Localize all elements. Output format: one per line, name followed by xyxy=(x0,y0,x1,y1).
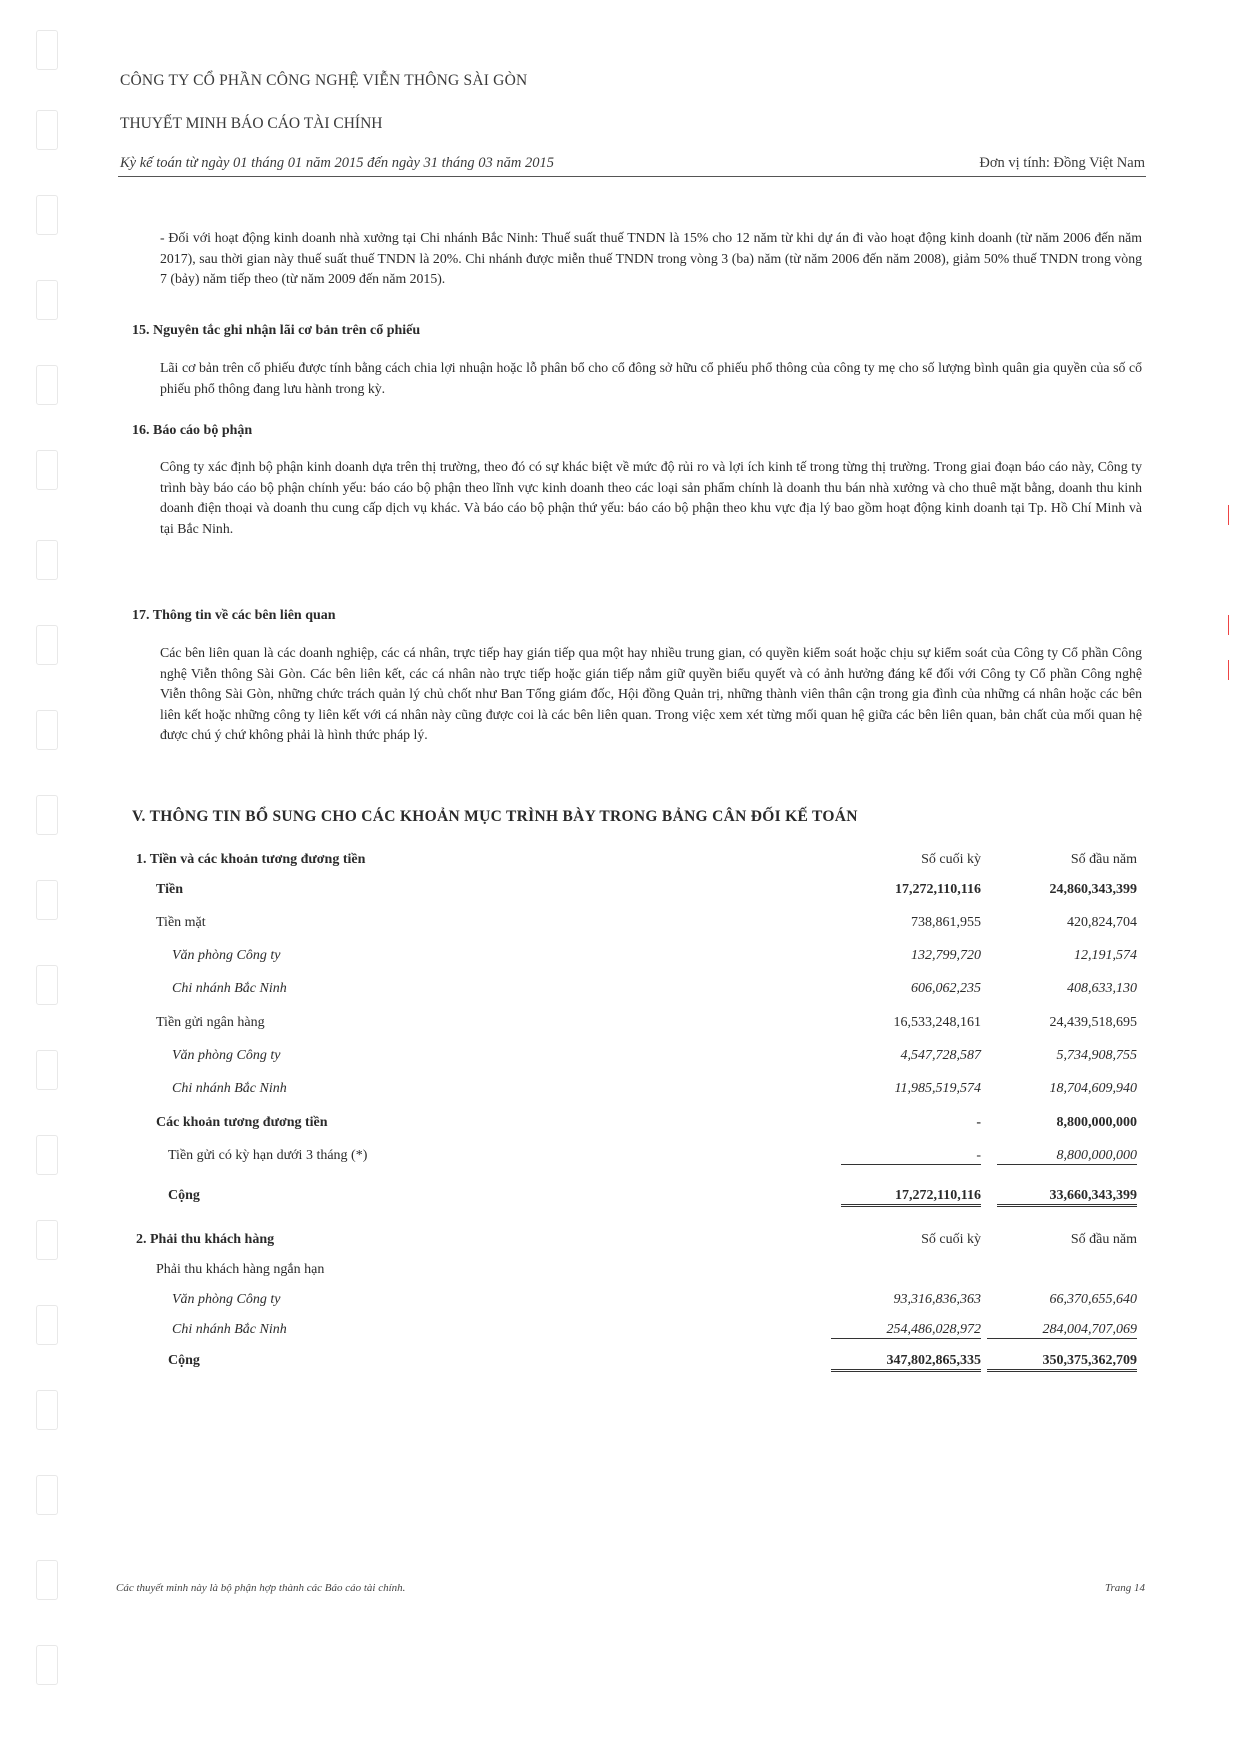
binder-mark xyxy=(36,30,58,70)
column-header-end-period: Số cuối kỳ xyxy=(921,1232,981,1247)
value-start-year: 12,191,574 xyxy=(1074,948,1137,963)
column-header-end-period: Số cuối kỳ xyxy=(921,852,981,867)
table-row xyxy=(0,915,1241,939)
table-row xyxy=(0,948,1241,972)
value-start-year: 66,370,655,640 xyxy=(1049,1292,1137,1307)
table-total-row xyxy=(0,1188,1241,1212)
table-header-row xyxy=(0,1232,1241,1256)
value-end-period: 17,272,110,116 xyxy=(841,1188,981,1207)
value-end-period: 347,802,865,335 xyxy=(831,1353,981,1372)
row-label: Tiền xyxy=(156,882,183,897)
value-start-year: 420,824,704 xyxy=(1067,915,1137,930)
value-start-year: 350,375,362,709 xyxy=(987,1353,1137,1372)
section-15-body: Lãi cơ bản trên cổ phiếu được tính bằng cách chia lợi nhuận hoặc lỗ phân bổ cho cổ đông sở hữu cổ phiếu phổ thông của công ty mẹ cho số lượng bình quân gia quyền của số cổ phiếu phổ thông đang lưu hành trong kỳ. xyxy=(160,360,1142,396)
section-15-title: 15. Nguyên tắc ghi nhận lãi cơ bản trên cổ phiếu xyxy=(132,323,421,338)
binder-mark xyxy=(36,625,58,665)
red-ink-mark xyxy=(1228,505,1237,525)
table-row xyxy=(0,981,1241,1005)
table-title: 1. Tiền và các khoản tương đương tiền xyxy=(136,852,366,867)
header-divider xyxy=(118,176,1146,177)
row-label: Chi nhánh Bắc Ninh xyxy=(172,981,287,996)
accounting-period: Kỳ kế toán từ ngày 01 tháng 01 năm 2015 đến ngày 31 tháng 03 năm 2015 xyxy=(120,155,555,171)
table-title: 2. Phải thu khách hàng xyxy=(136,1232,275,1247)
row-label: Văn phòng Công ty xyxy=(172,1292,281,1307)
row-label: Tiền gửi có kỳ hạn dưới 3 tháng (*) xyxy=(168,1148,368,1163)
binder-mark xyxy=(36,280,58,320)
value-end-period: 11,985,519,574 xyxy=(894,1081,981,1096)
value-end-period: 93,316,836,363 xyxy=(893,1292,981,1307)
binder-mark xyxy=(36,540,58,580)
value-start-year: 24,860,343,399 xyxy=(1049,882,1137,897)
table-row xyxy=(0,1262,1241,1286)
page-number: Trang 14 xyxy=(1104,1582,1145,1594)
part-v-title: V. THÔNG TIN BỔ SUNG CHO CÁC KHOẢN MỤC TRÌNH BÀY TRONG BẢNG CÂN ĐỐI KẾ TOÁN xyxy=(132,808,858,825)
table-row xyxy=(0,1015,1241,1039)
value-end-period: 738,861,955 xyxy=(911,915,981,930)
table-row xyxy=(0,1081,1241,1105)
row-label: Cộng xyxy=(168,1353,200,1368)
binder-mark xyxy=(36,110,58,150)
value-end-period: - xyxy=(976,1115,981,1130)
row-label: Phải thu khách hàng ngắn hạn xyxy=(156,1262,325,1277)
value-end-period: 4,547,728,587 xyxy=(900,1048,981,1063)
row-label: Cộng xyxy=(168,1188,200,1203)
binder-mark xyxy=(36,795,58,835)
value-start-year: 408,633,130 xyxy=(1067,981,1137,996)
intro-paragraph: - Đối với hoạt động kinh doanh nhà xưởng tại Chi nhánh Bắc Ninh: Thuế suất thuế TNDN là 15% cho 12 năm từ khi dự án đi vào hoạt động kinh doanh (từ năm 2006 đến năm 2017), sau thời gian này thuế suất thuế TNDN là 20%. Chi nhánh được miễn thuế TNDN trong vòng 3 (ba) năm (từ năm 2006 đến năm 2008), giảm 50% thuế TNDN trong vòng 7 (bảy) năm tiếp theo (từ năm 2009 đến năm 2015). xyxy=(160,230,1142,286)
value-start-year: 18,704,609,940 xyxy=(1049,1081,1137,1096)
value-end-period: 16,533,248,161 xyxy=(893,1015,981,1030)
binder-mark xyxy=(36,450,58,490)
value-start-year: 5,734,908,755 xyxy=(1056,1048,1137,1063)
row-label: Tiền mặt xyxy=(156,915,206,930)
table-row xyxy=(0,882,1241,906)
binder-mark xyxy=(36,1560,58,1600)
value-start-year: 8,800,000,000 xyxy=(1056,1115,1137,1130)
table-row xyxy=(0,1115,1241,1139)
binder-mark xyxy=(36,1645,58,1685)
value-start-year: 24,439,518,695 xyxy=(1049,1015,1137,1030)
column-header-start-year: Số đầu năm xyxy=(1070,852,1137,867)
column-header-start-year: Số đầu năm xyxy=(1070,1232,1137,1247)
binder-mark xyxy=(36,1475,58,1515)
value-end-period: 606,062,235 xyxy=(911,981,981,996)
value-end-period: 17,272,110,116 xyxy=(895,882,981,897)
section-16-body: Công ty xác định bộ phận kinh doanh dựa trên thị trường, theo đó có sự khác biệt về mức độ rủi ro và lợi ích kinh tế trong từng thị trường. Trong giai đoạn báo cáo này, Công ty trình bày báo cáo bộ phận chính yếu: báo cáo bộ phận theo lĩnh vực kinh doanh theo các loại sản phẩm chính là doanh thu bán nhà xưởng và cho thuê mặt bằng, doanh thu kinh doanh điện thoại và doanh thu cung cấp dịch vụ khác. Và báo cáo bộ phận thứ yếu: báo cáo bộ phận theo khu vực địa lý bao gồm hoạt động kinh doanh tại Tp. Hồ Chí Minh và tại Bắc Ninh. xyxy=(160,459,1142,536)
binder-mark xyxy=(36,195,58,235)
table-row xyxy=(0,1048,1241,1072)
footer-note: Các thuyết minh này là bộ phận hợp thành các Báo cáo tài chính. xyxy=(116,1582,406,1594)
section-16-title: 16. Báo cáo bộ phận xyxy=(132,423,253,438)
value-start-year: 284,004,707,069 xyxy=(987,1322,1137,1339)
value-start-year: 8,800,000,000 xyxy=(997,1148,1137,1165)
binder-mark xyxy=(36,1390,58,1430)
row-label: Văn phòng Công ty xyxy=(172,1048,281,1063)
value-start-year: 33,660,343,399 xyxy=(997,1188,1137,1207)
row-label: Chi nhánh Bắc Ninh xyxy=(172,1081,287,1096)
table-row xyxy=(0,1148,1241,1172)
row-label: Chi nhánh Bắc Ninh xyxy=(172,1322,287,1337)
table-total-row xyxy=(0,1353,1241,1377)
row-label: Các khoản tương đương tiền xyxy=(156,1115,328,1130)
company-name: CÔNG TY CỔ PHẦN CÔNG NGHỆ VIỄN THÔNG SÀI GÒN xyxy=(120,72,528,89)
row-label: Văn phòng Công ty xyxy=(172,948,281,963)
section-17-body: Các bên liên quan là các doanh nghiệp, các cá nhân, trực tiếp hay gián tiếp qua một hay nhiều trung gian, có quyền kiểm soát hoặc chịu sự kiểm soát của Công ty Cổ phần Công nghệ Viễn thông Sài Gòn. Các bên liên kết, các cá nhân nào trực tiếp hoặc gián tiếp nắm giữ quyền biểu quyết và có ảnh hưởng đáng kể đối với Công ty Cổ phần Công nghệ Viễn thông Sài Gòn, những chức trách quản lý chủ chốt như Ban Tổng giám đốc, Hội đồng Quản trị, những thành viên thân cận trong gia đình của những cá nhân hoặc các bên liên kết hoặc những công ty liên kết với cá nhân này cũng được coi là các bên liên quan. Trong việc xem xét từng mối quan hệ giữa các bên liên quan, bản chất của mối quan hệ được chú ý chứ không phải là hình thức pháp lý. xyxy=(160,645,1142,742)
document-title: THUYẾT MINH BÁO CÁO TÀI CHÍNH xyxy=(120,115,383,132)
currency-unit: Đơn vị tính: Đồng Việt Nam xyxy=(979,155,1145,171)
value-end-period: - xyxy=(841,1148,981,1165)
section-17-title: 17. Thông tin về các bên liên quan xyxy=(132,608,336,623)
table-header-row xyxy=(0,852,1241,876)
value-end-period: 254,486,028,972 xyxy=(831,1322,981,1339)
value-end-period: 132,799,720 xyxy=(911,948,981,963)
red-ink-mark xyxy=(1228,615,1237,635)
row-label: Tiền gửi ngân hàng xyxy=(156,1015,265,1030)
table-row xyxy=(0,1292,1241,1316)
binder-mark xyxy=(36,710,58,750)
binder-mark xyxy=(36,365,58,405)
table-row xyxy=(0,1322,1241,1346)
red-ink-mark xyxy=(1228,660,1237,680)
